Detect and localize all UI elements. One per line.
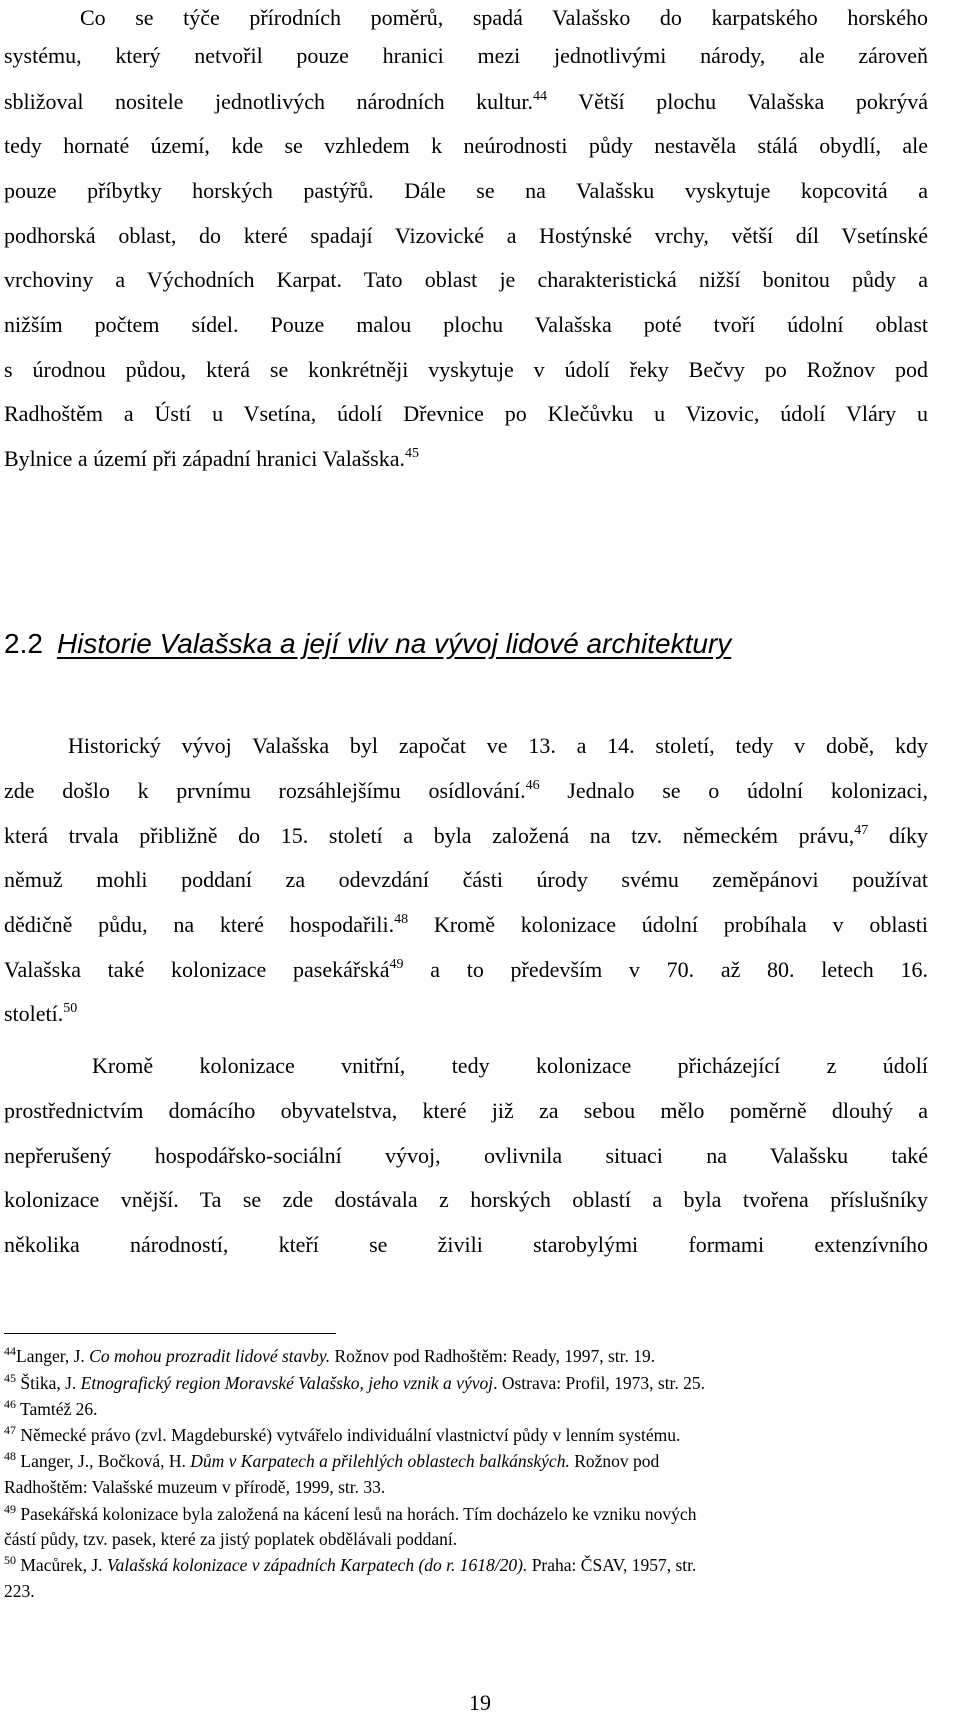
para2-line-6: Valašska také kolonizace pasekářská$^{49}$ a to především v 70. až 80. letech 16. — [4, 957, 928, 982]
footnote-50: $^{50}$ Macůrek, J. Valašská kolonizace v západních Karpatech (do r. 1618/20). Praha: ČSAV, 1957, str. — [4, 1553, 697, 1575]
para1-line-1: Co se týče přírodních poměrů, spadá Valašsko do karpatského horského — [80, 5, 928, 30]
section-heading — [4, 627, 731, 661]
footnote-48: $^{48}$ Langer, J., Bočková, H. Dům v Karpatech a přilehlých oblastech balkánských. Rožnov pod — [4, 1449, 660, 1471]
footnote-50-cont: 223. — [4, 1581, 35, 1601]
para3-line-5: několika národností, kteří se živili starobylými formami extenzívního — [4, 1232, 928, 1257]
para3-line-3: nepřerušený hospodářsko-sociální vývoj, ovlivnila situaci na Valašsku také — [4, 1143, 928, 1168]
para2-line-3: která trvala přibližně do 15. století a byla založená na tzv. německém právu,$^{47}$ díky — [4, 823, 928, 848]
footnote-45: $^{45}$ Štika, J. Etnografický region Moravské Valašsko, jeho vznik a vývoj. Ostrava: Profil, 1973, str. 25. — [4, 1371, 706, 1393]
footnote-48-cont: Radhoštěm: Valašské muzeum v přírodě, 1999, str. 33. — [4, 1477, 386, 1497]
footnote-ref-50[interactable]: 50 — [63, 1001, 78, 1016]
footnote-44: $^{44}$Langer, J. Co mohou prozradit lidové stavby. Rožnov pod Radhoštěm: Ready, 1997, str. 19. — [4, 1344, 656, 1366]
para1-line-8: nižším počtem sídel. Pouze malou plochu Valašska poté tvoří údolní oblast — [4, 312, 928, 337]
page-number: 19 — [469, 1690, 491, 1715]
para1-line-9: s úrodnou půdou, která se konkrétněji vyskytuje v údolí řeky Bečvy po Rožnov pod — [4, 357, 928, 382]
para2-line-7: století.$^{50}$ — [4, 1001, 78, 1026]
para2-line-4: němuž mohli poddaní za odevzdání části úrody svému zeměpánovi používat — [4, 867, 928, 892]
footnote-47: $^{47}$ Německé právo (zvl. Magdeburské) vytvářelo individuální vlastnictví půdy v lenním systému. — [4, 1423, 681, 1445]
para3-line-2: prostřednictvím domácího obyvatelstva, které již za sebou mělo poměrně dlouhý a — [4, 1098, 928, 1123]
para3-line-1: Kromě kolonizace vnitřní, tedy kolonizace přicházející z údolí — [92, 1053, 928, 1078]
para2-line-1: Historický vývoj Valašska byl započat ve 13. a 14. století, tedy v době, kdy — [68, 733, 928, 758]
footnote-separator — [4, 1333, 336, 1334]
footnote-ref-47[interactable]: 47 — [854, 823, 869, 838]
para1-line-5: pouze příbytky horských pastýřů. Dále se na Valašsku vyskytuje kopcovitá a — [4, 178, 928, 203]
para2-line-2: zde došlo k prvnímu rozsáhlejšímu osídlování.$^{46}$ Jednalo se o údolní kolonizaci, — [4, 778, 928, 803]
footnote-49-cont: částí půdy, tzv. pasek, které za jistý poplatek obdělávali poddaní. — [4, 1529, 458, 1549]
footnote-ref-49[interactable]: 49 — [389, 957, 404, 972]
para1-line-4: tedy hornaté území, kde se vzhledem k neúrodnosti půdy nestavěla stálá obydlí, ale — [4, 133, 928, 158]
para1-line-7: vrchoviny a Východních Karpat. Tato oblast je charakteristická nižší bonitou půdy a — [4, 267, 928, 292]
para1-line-6: podhorská oblast, do které spadají Vizovické a Hostýnské vrchy, větší díl Vsetínské — [4, 223, 928, 248]
para1-line-3: sbližoval nositele jednotlivých národních kultur.$^{44}$ Větší plochu Valašska pokrývá — [4, 89, 929, 114]
section-number: 2.2 — [4, 628, 43, 659]
footnote-46: $^{46}$ Tamtéž 26. — [4, 1397, 98, 1419]
footnote-ref-48[interactable]: 48 — [394, 912, 409, 927]
footnote-ref-45[interactable]: 45 — [404, 446, 419, 461]
footnote-ref-46[interactable]: 46 — [525, 778, 540, 793]
para1-line-2: systému, který netvořil pouze hranici mezi jednotlivými národy, ale zároveň — [4, 43, 928, 68]
para1-line-11: Bylnice a území při západní hranici Valašska.$^{45}$ — [4, 446, 419, 471]
footnote-ref-44[interactable]: 44 — [533, 89, 548, 104]
para3-line-4: kolonizace vnější. Ta se zde dostávala z horských oblastí a byla tvořena příslušníky — [4, 1187, 928, 1212]
para2-line-5: dědičně půdu, na které hospodařili.$^{48}$ Kromě kolonizace údolní probíhala v oblasti — [4, 912, 928, 937]
section-title: Historie Valašska a její vliv na vývoj lidové architektury — [56, 628, 732, 659]
footnote-49: $^{49}$ Pasekářská kolonizace byla založená na kácení lesů na horách. Tím docházelo ke vzniku nových — [4, 1502, 697, 1524]
para1-line-10: Radhoštěm a Ústí u Vsetína, údolí Dřevnice po Klečůvku u Vizovic, údolí Vláry u — [4, 401, 928, 426]
